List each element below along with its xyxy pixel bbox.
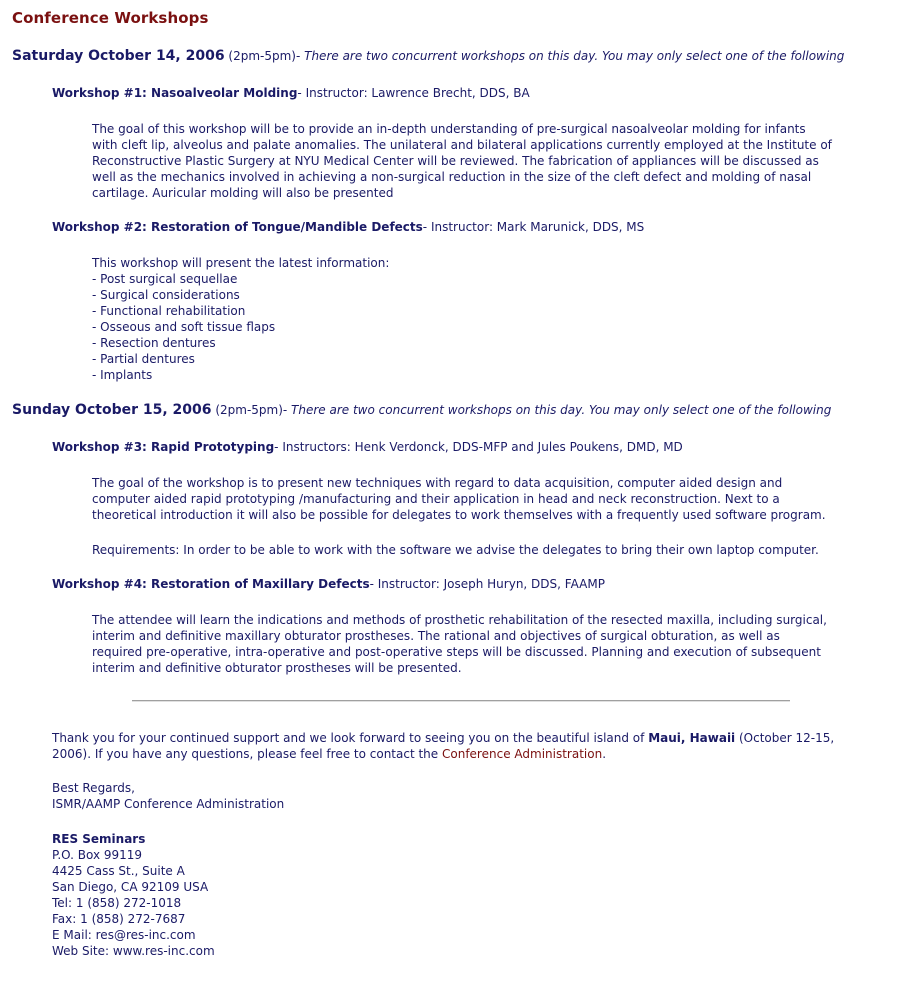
workshop-instructor: - Instructor: Joseph Huryn, DDS, FAAMP	[369, 577, 605, 591]
email-label: E Mail:	[52, 928, 96, 942]
email-link[interactable]: res@res-inc.com	[95, 928, 196, 942]
list-item: - Resection dentures	[92, 336, 216, 350]
workshop-3-description: The goal of the workshop is to present new techniques with regard to data acquisition, computer aided design and computer aided rapid prototyping /manufacturing and their application in head and neck reconstruction. Next to a theoretical introduction it will also be possible for delegates to work themselves with a frequently used software program.	[92, 476, 826, 522]
day-title: Sunday October 15, 2006	[12, 402, 212, 418]
closing-text: (October 12-15, 2006). If you have any questions, please feel free to contact the	[52, 731, 835, 761]
regards: Best Regards,	[52, 781, 135, 795]
list-item: - Functional rehabilitation	[92, 304, 246, 318]
workshop-3-heading	[52, 440, 683, 454]
list-item: - Osseous and soft tissue flaps	[92, 320, 276, 334]
day-time: (2pm-5pm)-	[224, 49, 305, 63]
workshop-instructor: - Instructor: Mark Marunick, DDS, MS	[422, 220, 645, 234]
conference-administration-link[interactable]: Conference Administration	[442, 747, 603, 761]
list-item: - Partial dentures	[92, 352, 195, 366]
day-heading-sunday	[12, 402, 831, 418]
topics-intro: This workshop will present the latest information:	[92, 256, 390, 270]
contact-block	[52, 831, 215, 959]
organization-name: RES Seminars	[52, 832, 146, 846]
workshop-title: Workshop #4: Restoration of Maxillary Defects	[52, 577, 370, 591]
day-note: There are two concurrent workshops on this day. You may only select one of the following	[304, 49, 845, 63]
website-line	[52, 943, 215, 959]
website-link[interactable]: www.res-inc.com	[112, 944, 215, 958]
page-title: Conference Workshops	[12, 9, 209, 27]
city-address: San Diego, CA 92109 USA	[52, 880, 209, 894]
telephone: Tel: 1 (858) 272-1018	[52, 896, 182, 910]
day-note: There are two concurrent workshops on this day. You may only select one of the following	[291, 403, 832, 417]
day-title: Saturday October 14, 2006	[12, 48, 225, 64]
list-item: - Surgical considerations	[92, 288, 240, 302]
workshop-title: Workshop #2: Restoration of Tongue/Mandible Defects	[52, 220, 423, 234]
closing-message	[52, 730, 862, 762]
closing-text: .	[602, 747, 607, 761]
po-box: P.O. Box 99119	[52, 848, 143, 862]
email-line	[52, 927, 215, 943]
workshop-2-topics	[92, 255, 389, 383]
workshop-4-description: The attendee will learn the indications and methods of prosthetic rehabilitation of the resected maxilla, including surgical, interim and definitive maxillary obturator prostheses. The rational and objectives of surgical obturation, as well as required pre-operative, intra-operative and post-operative steps will be discussed. Planning and execution of subsequent interim and definitive obturator prostheses will be presented.	[92, 613, 827, 675]
workshop-1-heading	[52, 86, 530, 100]
workshop-instructor: - Instructors: Henk Verdonck, DDS-MFP and Jules Poukens, DMD, MD	[274, 440, 683, 454]
workshop-4-heading	[52, 577, 605, 591]
fax: Fax: 1 (858) 272-7687	[52, 912, 186, 926]
workshop-1-description: The goal of this workshop will be to provide an in-depth understanding of pre-surgical nasoalveolar molding for infants with cleft lip, alveolus and palate anomalies. The unilateral and bilateral applications currently employed at the Institute of Reconstructive Plastic Surgery at NYU Medical Center will be reviewed. The fabrication of appliances will be discussed as well as the mechanics involved in achieving a non-surgical reduction in the size of the cleft defect and molding of nasal cartilage. Auricular molding will also be presented	[92, 122, 832, 200]
workshop-2-heading	[52, 220, 644, 234]
location-name: Maui, Hawaii	[648, 731, 736, 745]
workshop-instructor: - Instructor: Lawrence Brecht, DDS, BA	[297, 86, 530, 100]
workshop-title: Workshop #1: Nasoalveolar Molding	[52, 86, 298, 100]
sign-off	[52, 780, 862, 812]
signature: ISMR/AAMP Conference Administration	[52, 797, 285, 811]
day-heading-saturday	[12, 48, 844, 64]
workshop-title: Workshop #3: Rapid Prototyping	[52, 440, 275, 454]
website-label: Web Site:	[52, 944, 113, 958]
list-item: - Implants	[92, 368, 153, 382]
street-address: 4425 Cass St., Suite A	[52, 864, 185, 878]
section-divider	[132, 700, 790, 702]
day-time: (2pm-5pm)-	[211, 403, 292, 417]
list-item: - Post surgical sequellae	[92, 272, 238, 286]
closing-text: Thank you for your continued support and we look forward to seeing you on the beautiful island of	[52, 731, 649, 745]
workshop-3-requirements: Requirements: In order to be able to work with the software we advise the delegates to bring their own laptop computer.	[92, 543, 819, 557]
